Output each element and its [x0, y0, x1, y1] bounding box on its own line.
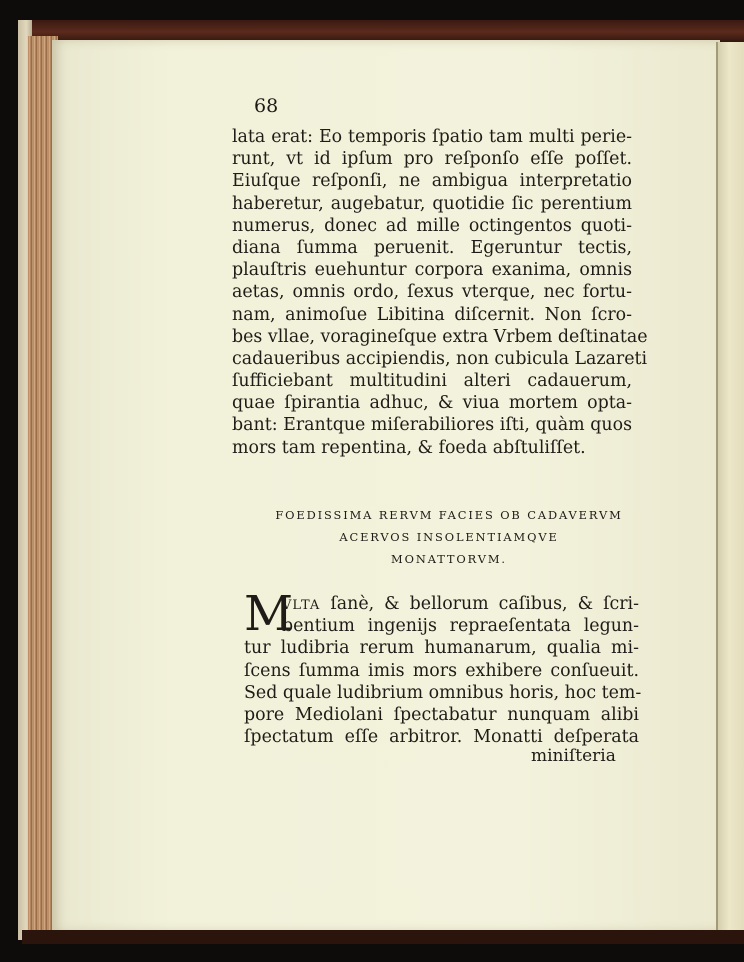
text-line: numerus, donec ad mille octingentos quoti-	[232, 215, 632, 236]
text-line: Eiuſque reſponſi, ne ambigua interpretatio	[232, 171, 632, 192]
text-line: nam, animoſue Libitina diſcernit. Non ſcro-	[232, 304, 632, 325]
book-cover-bottom	[22, 930, 744, 944]
page-number: 68	[254, 95, 279, 117]
drop-cap: M	[244, 586, 294, 642]
next-page-edge	[716, 42, 744, 934]
catchword: miniſteria	[531, 746, 616, 766]
text-line: mors tam repentina, & foeda abſtuliſſet.	[232, 437, 586, 458]
text-line: aetas, omnis ordo, ſexus vterque, nec fortu-	[232, 282, 632, 303]
heading-line: FOEDISSIMA RERVM FACIES OB CADAVERVM	[275, 508, 623, 522]
text-line: bentium ingenijs repraeſentata legun-	[282, 616, 639, 637]
text-line: diana ſumma peruenit. Egeruntur tectis,	[232, 237, 632, 258]
section-text	[244, 593, 642, 748]
text-line: haberetur, augebatur, quotidie ſic perentium	[232, 193, 632, 214]
text-line: cadaueribus accipiendis, non cubicula Lazareti	[232, 348, 648, 369]
main-text	[232, 126, 648, 459]
text-line: runt, vt id ipſum pro reſponſo eſſe poſſet.	[232, 149, 632, 170]
text-line: lata erat: Eo temporis ſpatio tam multi perie-	[232, 127, 632, 147]
text-line: bant: Erantque miſerabiliores iſti, quàm quos	[232, 415, 632, 436]
text-line: ſpectatum eſſe arbitror. Monatti deſperata	[244, 727, 639, 748]
text-line: ſcens ſumma imis mors exhibere conſueuit.	[244, 660, 639, 681]
text-line: quae ſpirantia adhuc, & viua mortem opta-	[232, 393, 632, 414]
text-line: bes vllae, voragineſque extra Vrbem deſtinatae	[232, 326, 648, 347]
section-heading	[244, 504, 654, 570]
heading-line: ACERVOS INSOLENTIAMQVE	[339, 530, 559, 544]
first-line	[244, 593, 639, 615]
text-line: pore Mediolani ſpectabatur nunquam alibi	[244, 704, 639, 725]
first-line-rest: ſanè, & bellorum caſibus, & ſcri-	[320, 594, 639, 614]
heading-line: MONATTORVM.	[391, 552, 507, 566]
first-word-smallcaps: VLTA	[282, 598, 321, 613]
text-line: plauſtris euehuntur corpora exanima, omnis	[232, 260, 632, 281]
text-line: Sed quale ludibrium omnibus horis, hoc tem-	[244, 682, 642, 703]
text-line: tur ludibria rerum humanarum, qualia mi-	[244, 638, 639, 659]
text-line: ſufficiebant multitudini alteri cadauerum,	[232, 371, 632, 392]
